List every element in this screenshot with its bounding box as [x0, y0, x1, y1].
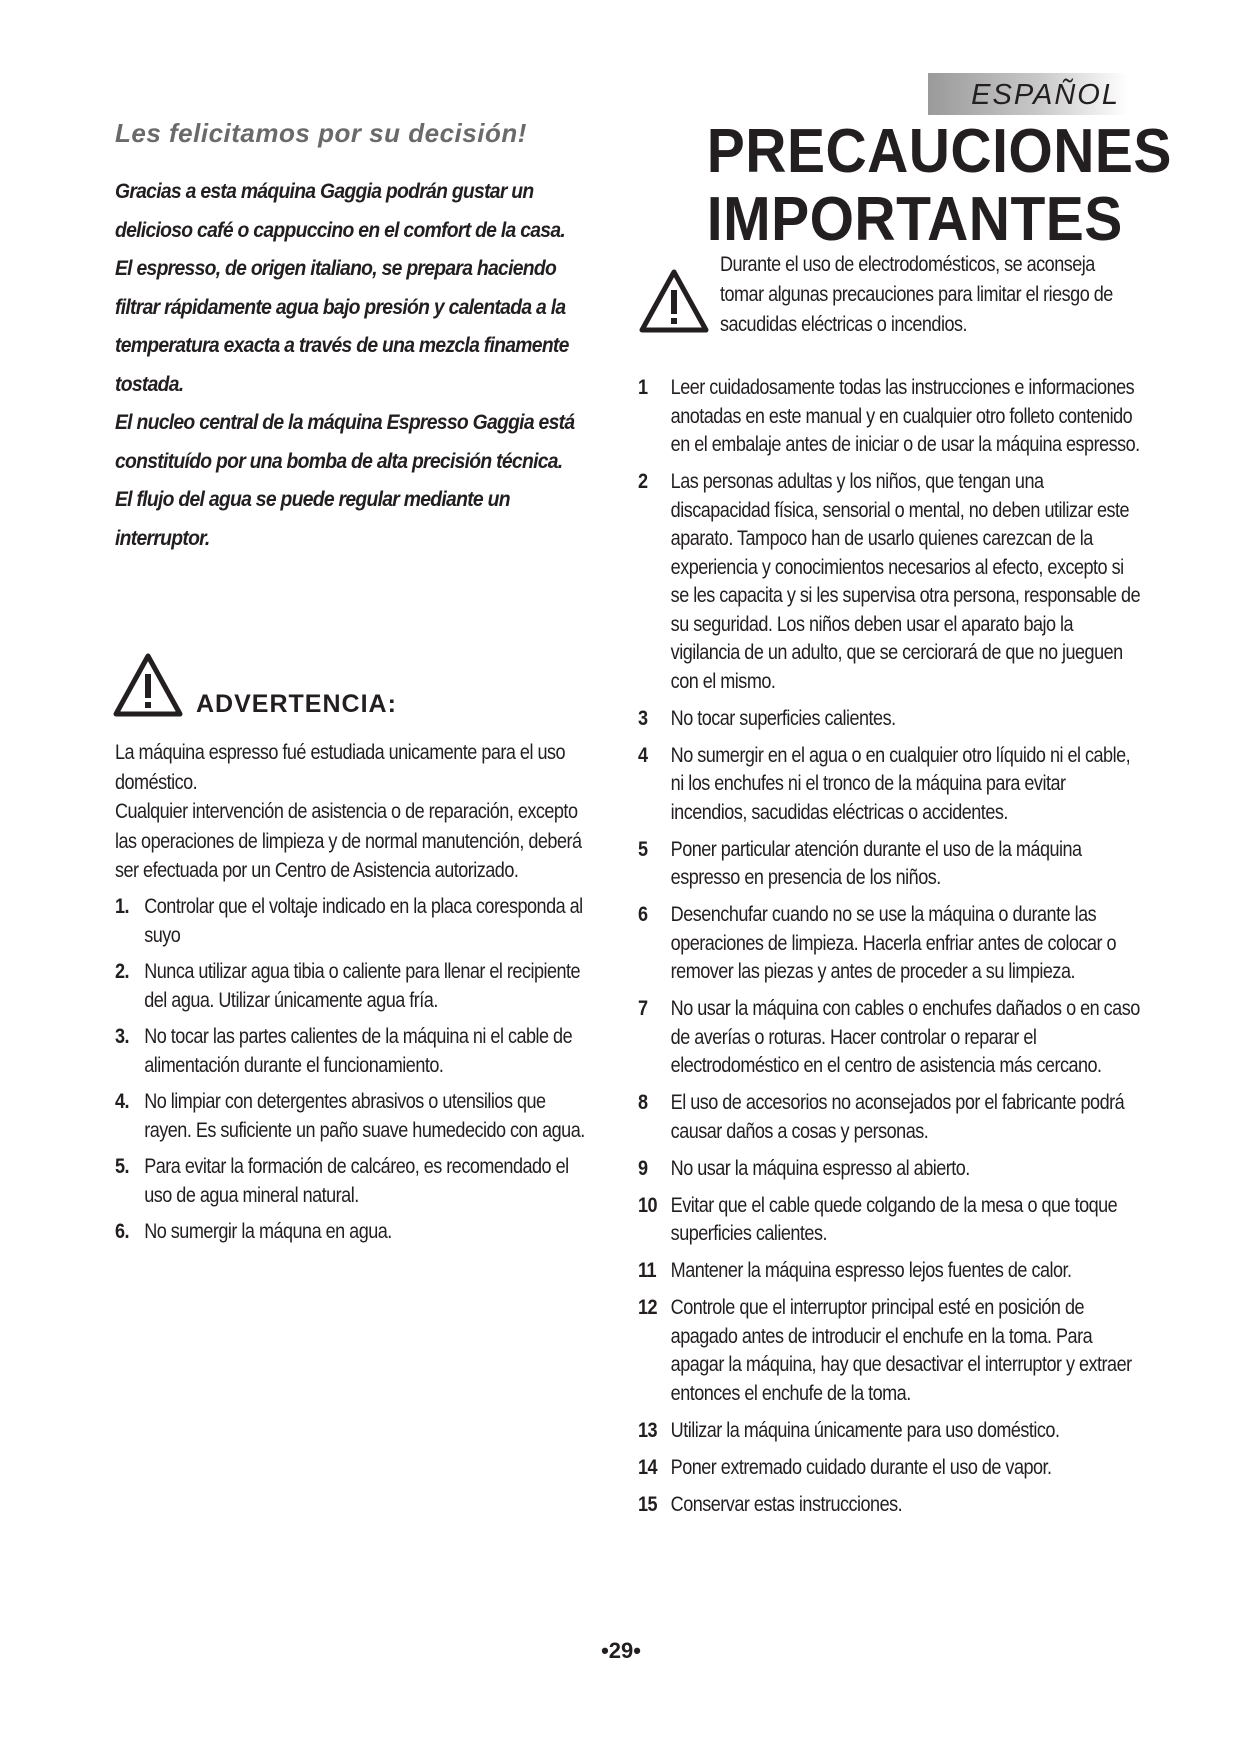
item-number: 1. [115, 894, 130, 918]
warning-item [115, 957, 597, 1016]
warning-item [115, 1022, 597, 1081]
item-text: No limpiar con detergentes abrasivos o utensilios que rayen. Es suficiente un paño suave humedecido con agua. [144, 1089, 585, 1142]
item-number: 12 [638, 1296, 658, 1319]
item-text: No usar la máquina con cables o enchufes dañados o en caso de averías o roturas. Hacer controlar o reparar el electrodoméstico en el centro de asistencia más cercano. [670, 997, 1140, 1077]
item-text: No sumergir en el agua o en cualquier otro líquido ni el cable, ni los enchufes ni el tronco de la máquina para evitar incendios, sacudidas eléctricas o accidentes. [670, 743, 1131, 824]
intro-paragraph: El nucleo central de la máquina Espresso Gaggia está constituído por una bomba de alta precisión técnica. El flujo del agua se puede regular mediante un interruptor. [115, 410, 575, 550]
main-title-line: IMPORTANTES [706, 185, 1123, 254]
item-text: Desenchufar cuando no se use la máquina o durante las operaciones de limpieza. Hacerla enfriar antes de colocar o remover las piezas y antes de proceder a su limpieza. [670, 903, 1117, 983]
intro-paragraph: Gracias a esta máquina Gaggia podrán gustar un delicioso café o cappuccino en el comfort de la casa. El espresso, de origen italiano, se prepara haciendo filtrar rápidamente agua bajo presión y calentada a la temperatura exacta a través de una mezcla finamente tostada. [115, 179, 569, 396]
item-text: Nunca utilizar agua tibia o caliente para llenar el recipiente del agua. Utilizar únicamente agua fría. [144, 959, 581, 1012]
warning-triangle-icon [638, 268, 710, 334]
warning-title: ADVERTENCIA: [196, 690, 397, 718]
warning-item [115, 1217, 597, 1247]
warning-body [115, 738, 597, 1246]
item-text: Las personas adultas y los niños, que tengan una discapacidad física, sensorial o mental, no deben utilizar este aparato. Tampoco han de usarlo quienes carezcan de la experiencia y conocimientos necesarios al efecto, excepto si se les capacita y si les supervisa otra persona, responsable de su seguridad. Los niños deben usar el aparato bajo la vigilancia de un adulto, que se cerciorará de que no jueguen con el mismo. [670, 470, 1141, 693]
item-number: 5 [638, 837, 648, 861]
item-number: 6. [115, 1219, 130, 1243]
item-number: 9 [638, 1156, 648, 1180]
page-number: •29• [601, 1638, 641, 1663]
item-text: Poner particular atención durante el uso de la máquina espresso en presencia de los niños. [670, 837, 1082, 889]
item-text: No tocar superficies calientes. [670, 706, 896, 730]
item-number: 5. [115, 1154, 130, 1178]
precaution-item [638, 468, 1145, 696]
item-text: Utilizar la máquina únicamente para uso doméstico. [670, 1418, 1060, 1442]
item-number: 4. [115, 1089, 130, 1113]
item-text: Controlar que el voltaje indicado en la placa coresponda al suyo [144, 894, 583, 947]
intro-text [115, 172, 583, 557]
precaution-item [638, 374, 1145, 460]
item-text: No usar la máquina espresso al abierto. [670, 1156, 970, 1180]
warning-item [115, 1152, 597, 1211]
item-text: Evitar que el cable quede colgando de la mesa o que toque superficies calientes. [670, 1193, 1118, 1245]
item-number: 2 [638, 470, 648, 493]
item-number: 6 [638, 903, 648, 926]
item-number: 2. [115, 959, 130, 983]
precaution-list [638, 374, 1145, 1528]
precaution-item [638, 1454, 1145, 1483]
item-number: 7 [638, 997, 648, 1020]
precaution-intro: Durante el uso de electrodomésticos, se aconseja tomar algunas precauciones para limitar el riesgo de sacudidas eléctricas o incendios. [720, 253, 1113, 336]
precaution-item [638, 836, 1145, 893]
precaution-item [638, 1294, 1145, 1408]
language-label: ESPAÑOL [971, 79, 1120, 111]
item-text: No sumergir la máquna en agua. [144, 1219, 392, 1243]
item-text: Leer cuidadosamente todas las instrucciones e informaciones anotadas en este manual y en cualquier otro folleto contenido en el embalaje antes de iniciar o de usar la máquina espresso. [670, 376, 1140, 456]
item-number: 10 [638, 1193, 658, 1217]
item-text: Controle que el interruptor principal esté en posición de apagado antes de introducir el enchufe en la toma. Para apagar la máquina, hay que desactivar el interruptor y extraer entonces el enchufe de la toma. [670, 1296, 1132, 1405]
precaution-item [638, 1257, 1145, 1286]
precaution-item [638, 1417, 1145, 1446]
precaution-item [638, 995, 1145, 1081]
item-text: Mantener la máquina espresso lejos fuentes de calor. [670, 1259, 1072, 1282]
warning-item [115, 892, 597, 951]
item-number: 1 [638, 376, 648, 399]
item-number: 3. [115, 1024, 130, 1048]
warning-triangle-icon [112, 652, 184, 718]
main-title-line: PRECAUCIONES [706, 117, 1172, 186]
item-text: Conservar estas instrucciones. [670, 1492, 903, 1516]
item-number: 15 [638, 1492, 658, 1516]
item-text: Para evitar la formación de calcáreo, es recomendado el uso de agua mineral natural. [144, 1154, 569, 1207]
warning-item [115, 1087, 597, 1146]
precaution-item [638, 742, 1145, 828]
item-text: Poner extremado cuidado durante el uso de vapor. [670, 1455, 1052, 1479]
item-number: 11 [638, 1259, 657, 1282]
precaution-item [638, 1155, 1145, 1184]
precaution-item [638, 901, 1145, 987]
item-number: 13 [638, 1418, 658, 1442]
item-number: 8 [638, 1091, 648, 1114]
congrats-title: Les felicitamos por su decisión! [115, 118, 527, 148]
warning-paragraph: La máquina espresso fué estudiada unicamente para el uso doméstico. [115, 741, 566, 794]
item-text: No tocar las partes calientes de la máquina ni el cable de alimentación durante el funcionamiento. [144, 1024, 573, 1077]
item-number: 14 [638, 1455, 658, 1479]
precaution-item [638, 1089, 1145, 1146]
language-tab [928, 73, 1128, 115]
main-title [706, 117, 1172, 254]
warning-list [115, 892, 597, 1247]
precaution-item [638, 705, 1145, 734]
item-text: El uso de accesorios no aconsejados por el fabricante podrá causar daños a cosas y personas. [670, 1091, 1125, 1143]
precaution-item [638, 1192, 1145, 1249]
warning-paragraph: Cualquier intervención de asistencia o de reparación, excepto las operaciones de limpieza y de normal manutención, deberá ser efectuada por un Centro de Asistencia autorizado. [115, 800, 582, 882]
precaution-item [638, 1491, 1145, 1520]
item-number: 3 [638, 706, 648, 730]
item-number: 4 [638, 743, 648, 767]
